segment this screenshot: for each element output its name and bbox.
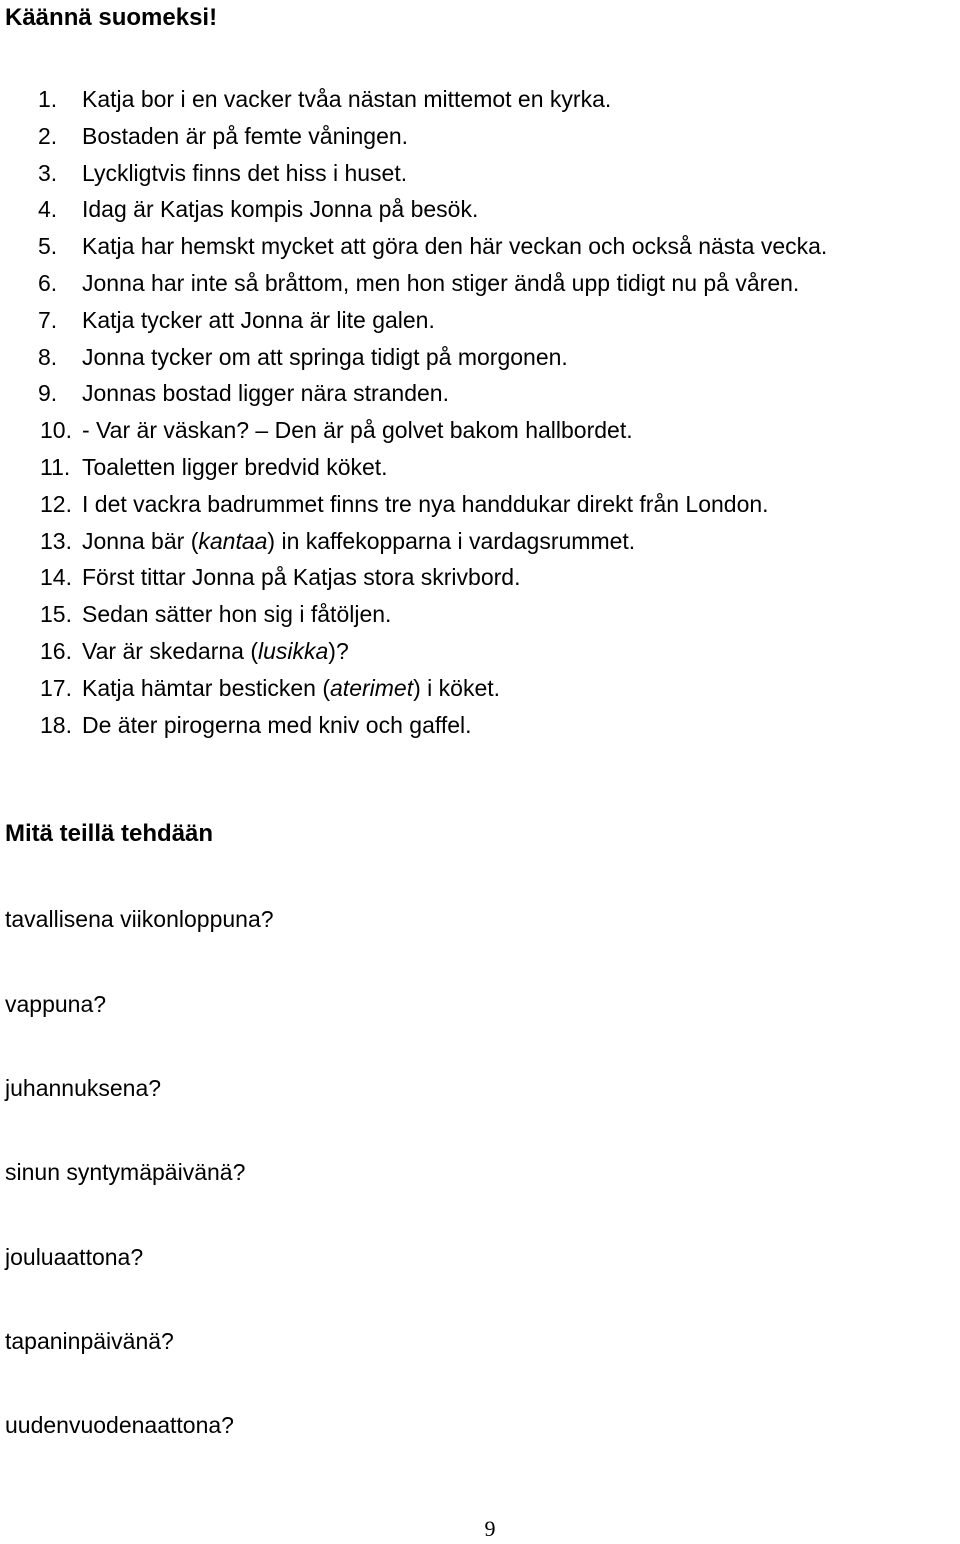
- italic-word: kantaa: [198, 527, 268, 554]
- item-number: 3.: [38, 159, 58, 186]
- item-number: 12.: [40, 490, 72, 517]
- list-item: [0, 451, 960, 488]
- item-number: 7.: [38, 306, 58, 333]
- question-line: sinun syntymäpäivänä?: [5, 1159, 246, 1185]
- list-item: [0, 157, 960, 194]
- list-item: [0, 635, 960, 672]
- item-number: 18.: [40, 711, 72, 738]
- item-number: 4.: [38, 196, 58, 223]
- item-text: Katja tycker att Jonna är lite galen.: [82, 306, 435, 333]
- item-number: 14.: [40, 564, 72, 591]
- item-number: 2.: [38, 122, 58, 149]
- text-segment: Var är skedarna (: [82, 637, 258, 664]
- list-item: [0, 267, 960, 304]
- list-item: [0, 561, 960, 598]
- item-text: I det vackra badrummet finns tre nya handdukar direkt från London.: [82, 490, 769, 517]
- list-item: [0, 377, 960, 414]
- item-number: 6.: [38, 269, 58, 296]
- list-item: [0, 414, 960, 451]
- item-text: [82, 672, 500, 704]
- question-line: uudenvuodenaattona?: [5, 1412, 234, 1438]
- list-item: [0, 709, 960, 746]
- list-item: [0, 120, 960, 157]
- text-segment: ) in kaffekopparna i vardagsrummet.: [267, 527, 636, 554]
- list-item: [0, 341, 960, 378]
- item-number: 11.: [40, 453, 71, 480]
- text-segment: Jonna bär (: [82, 527, 199, 554]
- question-line: juhannuksena?: [5, 1075, 162, 1101]
- list-item: [0, 230, 960, 267]
- item-number: 1.: [38, 86, 58, 112]
- list-item: [0, 598, 960, 635]
- italic-word: lusikka: [257, 637, 329, 664]
- item-text: Först tittar Jonna på Katjas stora skrivbord.: [82, 564, 521, 591]
- item-text: - Var är väskan? – Den är på golvet bakom hallbordet.: [82, 417, 633, 444]
- item-text: Sedan sätter hon sig i fåtöljen.: [82, 601, 392, 628]
- item-text: Idag är Katjas kompis Jonna på besök.: [82, 196, 479, 223]
- text-segment: Katja hämtar besticken (: [82, 674, 331, 701]
- item-number: 10.: [40, 417, 72, 444]
- page-title: Käännä suomeksi!: [5, 4, 218, 31]
- page-number: 9: [484, 1516, 496, 1541]
- question-line: tavallisena viikonloppuna?: [5, 906, 274, 932]
- sentence-list: [0, 83, 960, 745]
- item-text: Jonna tycker om att springa tidigt på morgonen.: [82, 343, 568, 370]
- item-number: 5.: [38, 233, 58, 260]
- question-line: tapaninpäivänä?: [5, 1328, 174, 1354]
- item-text: Jonnas bostad ligger nära stranden.: [82, 380, 449, 407]
- section-heading: Mitä teillä tehdään: [5, 820, 214, 847]
- list-item: [0, 488, 960, 525]
- list-item: [0, 193, 960, 230]
- list-item: [0, 83, 960, 120]
- list-item: [0, 525, 960, 562]
- item-text: [82, 635, 349, 667]
- question-line: vappuna?: [5, 991, 107, 1017]
- list-item: [0, 672, 960, 709]
- item-number: 9.: [38, 380, 58, 407]
- item-number: 13.: [40, 527, 72, 554]
- text-segment: ) i köket.: [413, 674, 501, 701]
- list-item: [0, 304, 960, 341]
- item-text: Lyckligtvis finns det hiss i huset.: [82, 159, 408, 186]
- item-number: 16.: [40, 637, 72, 664]
- item-number: 15.: [40, 601, 72, 628]
- item-text: Katja har hemskt mycket att göra den här veckan och också nästa vecka.: [82, 233, 828, 260]
- item-text: Katja bor i en vacker tvåa nästan mittemot en kyrka.: [82, 86, 612, 112]
- item-text: [82, 525, 635, 557]
- item-number: 8.: [38, 343, 58, 370]
- item-text: De äter pirogerna med kniv och gaffel.: [82, 711, 472, 738]
- item-text: Toaletten ligger bredvid köket.: [82, 453, 388, 480]
- italic-word: aterimet: [330, 674, 414, 701]
- item-text: Bostaden är på femte våningen.: [82, 122, 409, 149]
- item-text: Jonna har inte så bråttom, men hon stiger ändå upp tidigt nu på våren.: [82, 269, 800, 296]
- item-number: 17.: [40, 674, 72, 701]
- text-segment: )?: [328, 637, 349, 664]
- question-line: jouluaattona?: [5, 1244, 144, 1270]
